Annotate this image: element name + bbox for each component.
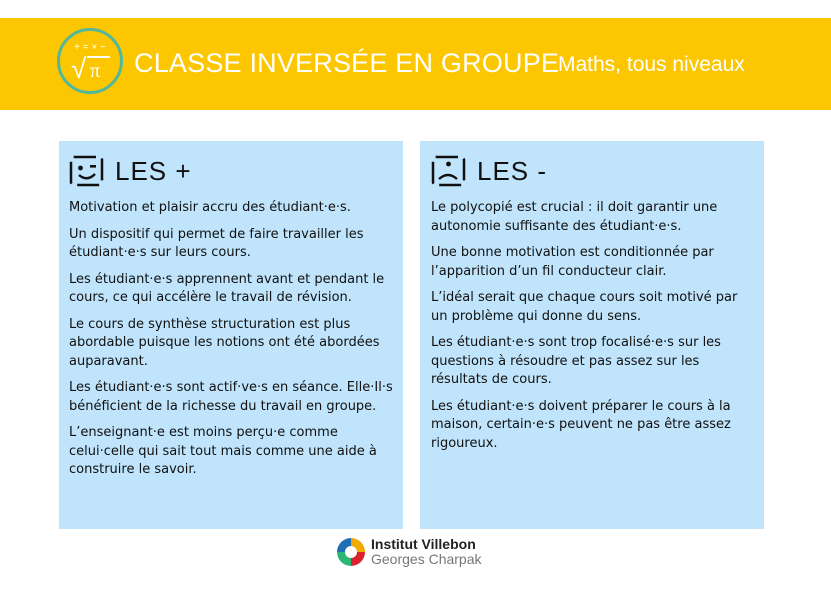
list-item: L’idéal serait que chaque cours soit motivé par un problème qui donne du sens. bbox=[431, 290, 738, 324]
pros-header bbox=[69, 147, 393, 195]
sad-face-icon bbox=[431, 154, 467, 188]
pros-panel bbox=[59, 141, 403, 529]
math-logo-icon bbox=[57, 28, 123, 94]
smiley-face-icon bbox=[69, 154, 105, 188]
cons-list bbox=[431, 199, 754, 453]
header-banner bbox=[0, 18, 831, 110]
pros-list bbox=[69, 199, 393, 480]
list-item: Motivation et plaisir accru des étudiant·e·s. bbox=[69, 200, 351, 215]
list-item: Les étudiant·e·s sont actif·ve·s en séance. Elle·Il·s bénéficient de la richesse du travail en groupe. bbox=[69, 380, 393, 414]
list-item: L’enseignant·e est moins perçu·e comme celui·celle qui sait tout mais comme une aide à construire le savoir. bbox=[69, 425, 377, 477]
cons-heading: LES - bbox=[477, 155, 548, 186]
footer-branding bbox=[371, 537, 482, 567]
list-item: Un dispositif qui permet de faire travailler les étudiant·e·s sur leurs cours. bbox=[69, 226, 364, 260]
footer-institution-name: Institut Villebon bbox=[371, 536, 476, 552]
logo-sqrt-symbol: √ bbox=[71, 53, 87, 84]
page-title: CLASSE INVERSÉE EN GROUPE bbox=[134, 48, 560, 78]
list-item: Le polycopié est crucial : il doit garantir une autonomie suffisante des étudiant·e·s. bbox=[431, 200, 718, 234]
list-item: Le cours de synthèse structuration est plus abordable puisque les notions ont été abordées auparavant. bbox=[69, 316, 380, 369]
list-item: Les étudiant·e·s apprennent avant et pendant le cours, ce qui accélère le travail de révision. bbox=[69, 271, 385, 305]
cons-panel bbox=[420, 141, 764, 529]
page-subtitle: Maths, tous niveaux bbox=[558, 53, 745, 76]
pros-heading: LES + bbox=[115, 155, 192, 186]
institut-villebon-logo-icon bbox=[336, 537, 366, 567]
list-item: Une bonne motivation est conditionnée par l’apparition d’un fil conducteur clair. bbox=[431, 245, 714, 279]
list-item: Les étudiant·e·s doivent préparer le cours à la maison, certain·e·s peuvent ne pas être assez rigoureux. bbox=[431, 398, 731, 451]
cons-header bbox=[431, 147, 754, 195]
logo-symbols: + = × − bbox=[74, 42, 106, 53]
footer-institution-subname: Georges Charpak bbox=[371, 551, 482, 567]
list-item: Les étudiant·e·s sont trop focalisé·e·s sur les questions à résoudre et pas assez sur les résultats de cours. bbox=[431, 335, 721, 387]
logo-pi-symbol: π bbox=[90, 60, 101, 82]
